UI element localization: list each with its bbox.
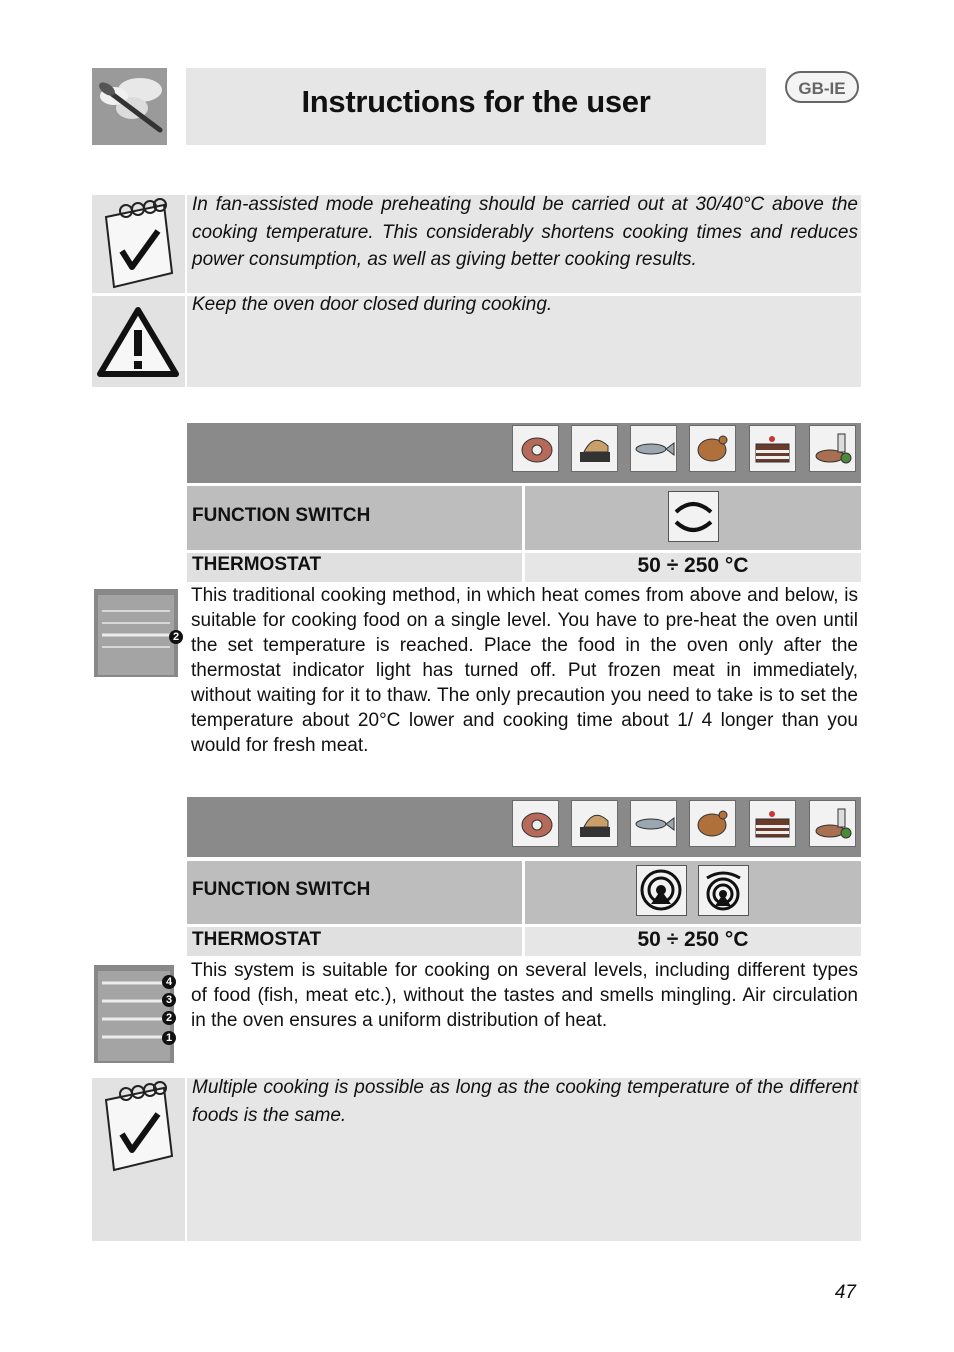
warning-icon-cell xyxy=(92,296,185,387)
note-multiple-cooking xyxy=(187,1078,861,1241)
note-text: Keep the oven door closed during cooking. xyxy=(192,294,553,315)
function-switch-label-cell xyxy=(187,486,522,550)
note-door-closed xyxy=(187,296,861,387)
fan-heat-icon xyxy=(636,865,687,916)
poultry-icon xyxy=(689,800,736,847)
fish-icon xyxy=(630,425,677,472)
function-switch-label: FUNCTION SWITCH xyxy=(192,879,371,900)
vegetables-icon xyxy=(809,800,856,847)
page-number: 47 xyxy=(834,1282,856,1303)
chef-logo xyxy=(92,68,167,145)
section1-description: This traditional cooking method, in which heat comes from above and below, is suitable for cooking food on a single level. You have to pre-heat the oven until the set temperature is reached. Place the food in the oven only after the thermostat indicator light has turned off. Put frozen meat in immediately, without waiting for it to thaw. The only precaution you need to take is to set the temperature about 20°C lower and cooking time about 1/ 4 longer than you would for fresh meat. xyxy=(191,585,858,756)
bread-icon xyxy=(571,800,618,847)
cake-icon xyxy=(749,800,796,847)
bread-icon xyxy=(571,425,618,472)
vegetables-icon xyxy=(809,425,856,472)
language-badge: GB-IE xyxy=(785,71,859,103)
roast-meat-icon xyxy=(512,800,559,847)
notepad-check-icon xyxy=(92,1078,185,1176)
fish-icon xyxy=(630,800,677,847)
thermostat-label: THERMOSTAT xyxy=(192,929,322,950)
shelf-level-badge: 2 xyxy=(169,630,183,644)
note-fan-preheat xyxy=(187,195,861,293)
note-icon-cell xyxy=(92,195,185,293)
thermostat-label-cell xyxy=(187,553,522,582)
function-switch-symbol-cell xyxy=(525,861,861,924)
warning-triangle-icon xyxy=(92,296,185,387)
notepad-check-icon xyxy=(92,195,185,293)
shelf-level-badge: 3 xyxy=(162,993,176,1007)
cake-icon xyxy=(749,425,796,472)
function-switch-symbol-cell xyxy=(525,486,861,550)
function-switch-label: FUNCTION SWITCH xyxy=(192,505,371,526)
note-text: Multiple cooking is possible as long as the cooking temperature of the different foods is the same. xyxy=(192,1077,858,1126)
shelf-level-badge: 4 xyxy=(162,975,176,989)
section2-description: This system is suitable for cooking on several levels, including different types of food (fish, meat etc.), without the tastes and smells mingling. Air circulation in the oven ensures a uniform distribution of heat. xyxy=(191,960,858,1031)
food-icon-bar xyxy=(187,423,861,483)
thermostat-label-cell xyxy=(187,927,522,956)
food-icon-bar xyxy=(187,797,861,857)
oven-shelf-image xyxy=(94,589,178,677)
shelf-level-badge: 2 xyxy=(162,1011,176,1025)
shelf-level-badge: 1 xyxy=(162,1031,176,1045)
note-text: In fan-assisted mode preheating should be carried out at 30/40°C above the cooking temperature. This considerably shortens cooking times and reduces power consumption, as well as giving better cooking results. xyxy=(192,194,858,270)
spoon-hat-icon xyxy=(92,68,167,145)
top-bottom-heat-icon xyxy=(668,491,719,542)
thermostat-label: THERMOSTAT xyxy=(192,554,322,575)
function-switch-label-cell xyxy=(187,861,522,924)
header-title-box xyxy=(186,68,766,145)
fan-top-heat-icon xyxy=(698,865,749,916)
note-icon-cell xyxy=(92,1078,185,1241)
thermostat-value: 50 ÷ 250 °C xyxy=(525,553,861,582)
roast-meat-icon xyxy=(512,425,559,472)
thermostat-value: 50 ÷ 250 °C xyxy=(525,927,861,956)
poultry-icon xyxy=(689,425,736,472)
page-title: Instructions for the user xyxy=(301,84,651,119)
